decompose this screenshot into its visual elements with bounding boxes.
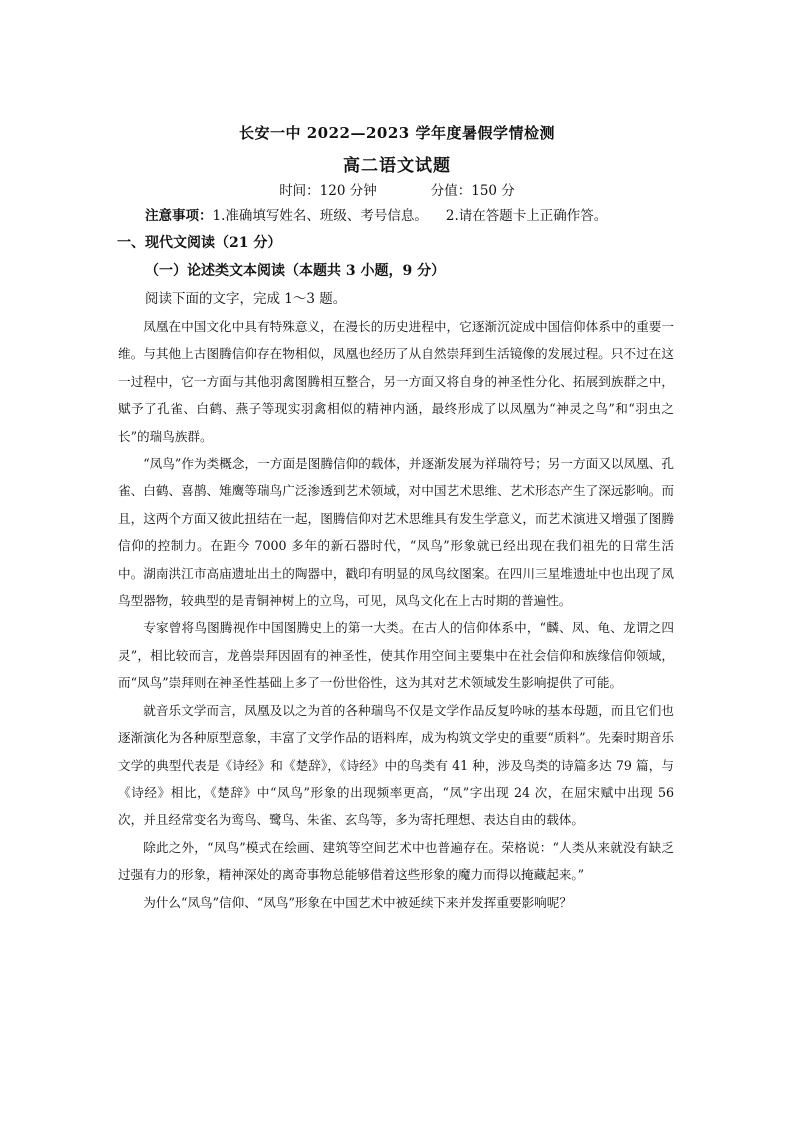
subsection-heading: （一）论述类文本阅读（本题共 3 小题，9 分） <box>145 263 446 279</box>
section-heading: 一、现代文阅读（21 分） <box>117 235 282 251</box>
passage-paragraph: 凤凰在中国文化中具有特殊意义，在漫长的历史进程中，它逐渐沉淀成中国信仰体系中的重要一维。与其他上古图腾信仰存在物相似，凤凰也经历了从自然崇拜到生活镜像的发展过程。只不过在这一过程中，它一方面与其他羽禽图腾相互整合，另一方面又将自身的神圣性分化、拓展到族群之中，赋予了孔雀、白鹤、燕子等现实羽禽相似的精神内涵，最终形成了以凤凰为“神灵之鸟”和“羽虫之长”的瑞鸟族群。 <box>118 319 674 444</box>
passage-paragraph: 就音乐文学而言，凤凰及以之为首的各种瑞鸟不仅是文学作品反复吟咏的基本母题，而且它们也逐渐演化为各种原型意象，丰富了文学作品的语料库，成为构筑文学史的重要“质料”。先秦时期音乐文学的典型代表是《诗经》和《楚辞》，《诗经》中的鸟类有 41 种，涉及鸟类的诗篇多达 79 篇，与《诗经》相比，《楚辞》中“凤鸟”形象的出现频率更高，“凤”字出现 24 次，在屈宋赋中出现 56 次，并且经常变名为鸾鸟、鹭鸟、朱雀、玄鸟等，多为寄托理想、表达自由的载体。 <box>118 702 674 828</box>
exam-score: 分值：150 分 <box>430 183 515 199</box>
notice <box>145 204 765 224</box>
notice-item-1: 1.准确填写姓名、班级、考号信息。 <box>212 208 428 224</box>
exam-title: 长安一中 2022—2023 学年度暑假学情检测 <box>239 124 555 142</box>
exam-meta <box>0 179 794 199</box>
passage-paragraph: 专家曾将鸟图腾视作中国图腾史上的第一大类。在古人的信仰体系中，“麟、凤、龟、龙谓之四灵”，相比较而言，龙兽崇拜因固有的神圣性，使其作用空间主要集中在社会信仰和族缘信仰领域，而“凤鸟”崇拜则在神圣性基础上多了一份世俗性，这为其对艺术领域发生影响提供了可能。 <box>118 620 674 691</box>
passage-paragraph: 除此之外，“凤鸟”模式在绘画、建筑等空间艺术中也普遍存在。荣格说：“人类从来就没有缺乏过强有力的形象，精神深处的离奇事物总能够借着这些形象的魔力而得以掩藏起来。” <box>118 839 674 883</box>
notice-label: 注意事项： <box>145 208 213 224</box>
passage-paragraph: 为什么“凤鸟”信仰、“凤鸟”形象在中国艺术中被延续下来并发挥重要影响呢？ <box>143 894 572 910</box>
reading-instruction: 阅读下面的文字，完成 1～3 题。 <box>145 291 347 307</box>
exam-subtitle: 高二语文试题 <box>343 156 451 176</box>
reading-passage <box>118 313 674 916</box>
notice-item-2: 2.请在答题卡上正确作答。 <box>445 208 608 224</box>
passage-paragraph: “凤鸟”作为类概念，一方面是图腾信仰的载体，并逐渐发展为祥瑞符号；另一方面又以凤凰、孔雀、白鹤、喜鹊、雉鹰等瑞鸟广泛渗透到艺术领域，对中国艺术思维、艺术形态产生了深远影响。而且，这两个方面又彼此扭结在一起，图腾信仰对艺术思维具有发生学意义，而艺术演进又增强了图腾信仰的控制力。在距今 7000 多年的新石器时代，“凤鸟”形象就已经出现在我们祖先的日常生活中。湖南洪江市高庙遗址出土的陶器中，戳印有明显的凤鸟纹图案。在四川三星堆遗址中也出现了凤鸟型器物，较典型的是青铜神树上的立鸟，可见，凤鸟文化在上古时期的普遍性。 <box>118 456 674 609</box>
exam-time: 时间：120 分钟 <box>279 183 377 199</box>
